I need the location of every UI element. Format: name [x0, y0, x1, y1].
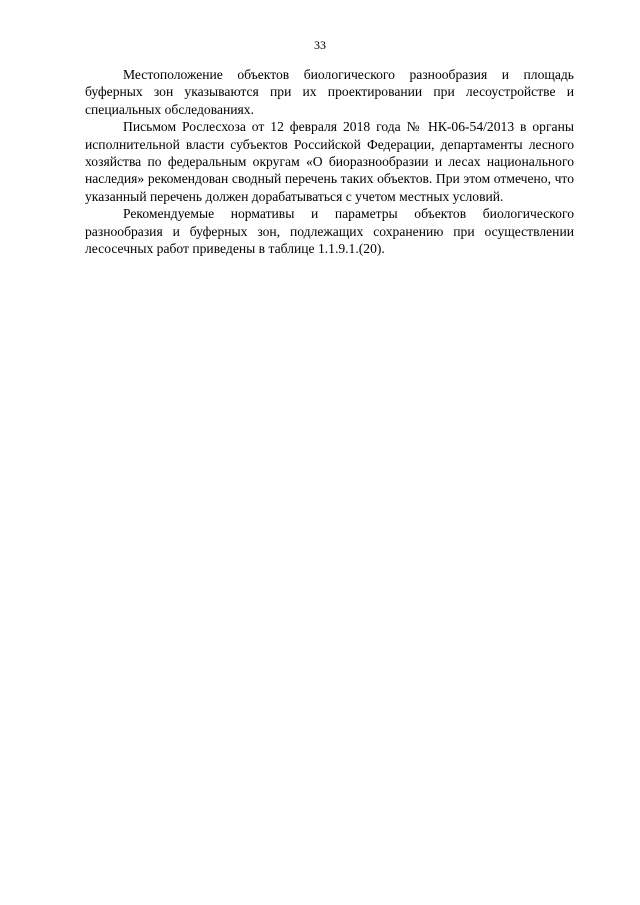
document-body [85, 66, 574, 257]
paragraph-object-location: Местоположение объектов биологического разнообразия и площадь буферных зон указываются при их проектировании при лесоустройстве и специальных обследованиях. [85, 67, 574, 117]
paragraph-recommended-norms: Рекомендуемые нормативы и параметры объектов биологического разнообразия и буферных зон, подлежащих сохранению при осуществлении лесосечных работ приведены в таблице 1.1.9.1.(20). [85, 206, 574, 257]
paragraph-rosleskhoz-letter: Письмом Рослесхоза от 12 февраля 2018 года № НК-06-54/2013 в органы исполнительной власти субъектов Российской Федерации, департаменты лесного хозяйства по федеральным округам «О биоразнообразии и лесах национального наследия» рекомендован сводный перечень таких объектов. При этом отмечено, что указанный перечень должен дорабатываться с учетом местных условий. [85, 119, 574, 204]
page-number: 33 [314, 38, 326, 52]
